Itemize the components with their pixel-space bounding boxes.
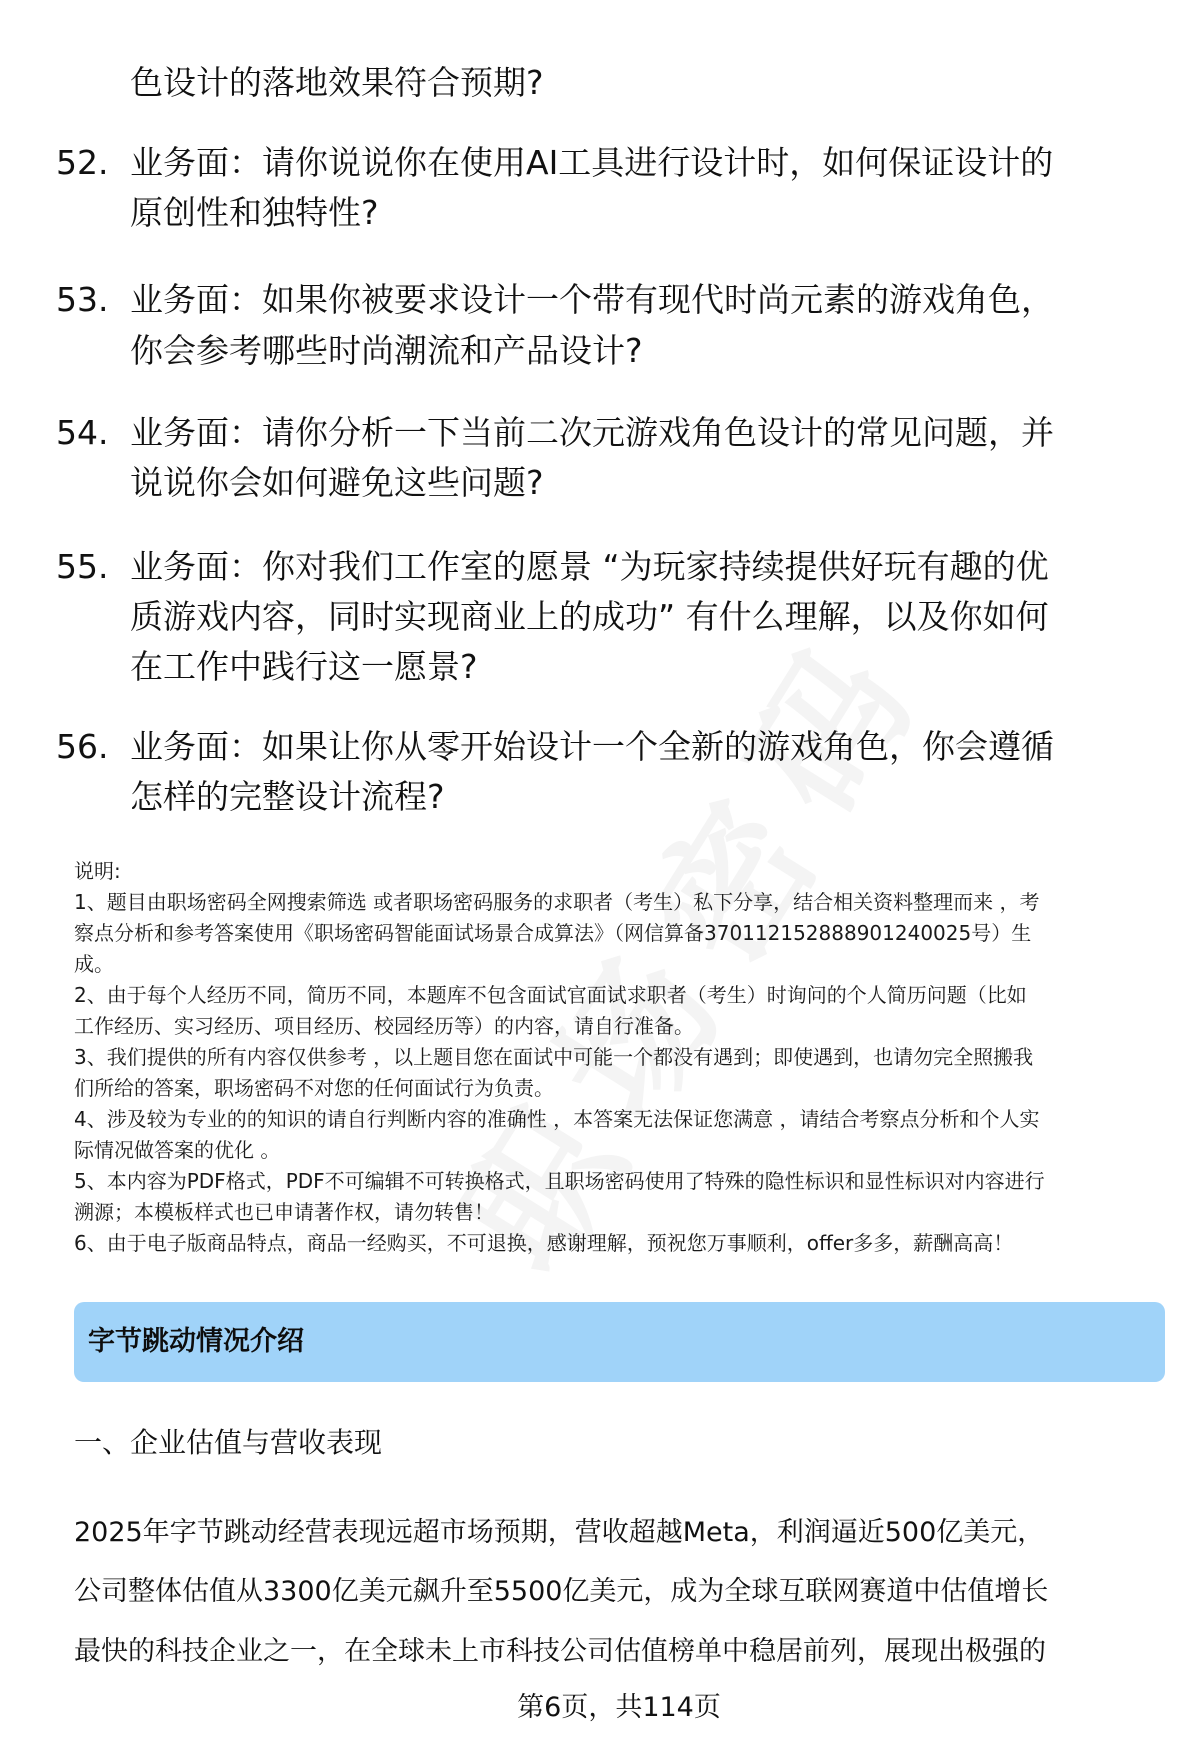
note-line: 1、题目由职场密码全网搜索筛选 或者职场密码服务的求职者（考生）私下分享，结合相关资料整理而来 ，考 [74, 890, 1040, 914]
notes-title: 说明: [74, 859, 121, 883]
section-subheading: 一、企业估值与营收表现 [74, 1426, 383, 1459]
question-52-line-2: 原创性和独特性? [130, 193, 379, 232]
question-54-line-2: 说说你会如何避免这些问题? [130, 463, 544, 502]
question-52-line-1: 业务面：请你说说你在使用AI工具进行设计时，如何保证设计的 [130, 143, 1054, 182]
note-line: 3、我们提供的所有内容仅供参考 ，以上题目您在面试中可能一个都没有遇到；即使遇到，也请勿完全照搬我 [74, 1045, 1034, 1069]
question-number-54: 54. [56, 413, 109, 452]
body-line: 2025年字节跳动经营表现远超市场预期，营收超越Meta，利润逼近500亿美元， [74, 1517, 1045, 1548]
question-56-line-2: 怎样的完整设计流程? [130, 777, 445, 816]
question-55-line-3: 在工作中践行这一愿景? [130, 647, 478, 686]
body-line: 最快的科技企业之一，在全球未上市科技公司估值榜单中稳居前列，展现出极强的 [74, 1636, 1046, 1667]
question-53-line-1: 业务面：如果你被要求设计一个带有现代时尚元素的游戏角色， [130, 280, 1054, 319]
note-line: 们所给的答案，职场密码不对您的任何面试行为负责。 [74, 1076, 554, 1100]
note-line: 工作经历、实习经历、项目经历、校园经历等）的内容，请自行准备。 [74, 1014, 694, 1038]
note-line: 溯源；本模板样式也已申请著作权，请勿转售！ [74, 1200, 494, 1224]
question-51-line-2: 色设计的落地效果符合预期? [130, 63, 544, 102]
note-line: 成。 [74, 952, 114, 976]
note-line: 察点分析和参考答案使用《职场密码智能面试场景合成算法》（网信算备37011215288890124​0025号）生 [74, 921, 1032, 945]
note-line: 2、由于每个人经历不同，简历不同，本题库不包含面试官面试求职者（考生）时询问的个人简历问题（比如 [74, 983, 1027, 1007]
body-line: 公司整体估值从3300亿美元飙升至5500亿美元，成为全球互联网赛道中估值增长 [74, 1576, 1049, 1607]
section-header-box [74, 1302, 1165, 1382]
question-53-line-2: 你会参考哪些时尚潮流和产品设计? [130, 331, 643, 370]
note-line: 际情况做答案的优化 。 [74, 1138, 281, 1162]
note-line: 5、本内容为PDF格式，PDF不可编辑不可转换格式，且职场密码使用了特殊的隐性标识和显性标识对内容进行 [74, 1169, 1045, 1193]
question-55-line-1: 业务面：你对我们工作室的愿景 “为玩家持续提供好玩有趣的优 [130, 547, 1049, 586]
question-56-line-1: 业务面：如果让你从零开始设计一个全新的游戏角色，你会遵循 [130, 727, 1054, 766]
note-line: 6、由于电子版商品特点，商品一经购买，不可退换，感谢理解，预祝您万事顺利，offer多多，薪酬高高！ [74, 1231, 1014, 1255]
note-line: 4、涉及较为专业的的知识的请自行判断内容的准确性 ，本答案无法保证您满意 ，请结合考察点分析和个人实 [74, 1107, 1040, 1131]
question-number-52: 52. [56, 143, 109, 182]
question-number-55: 55. [56, 547, 109, 586]
question-number-53: 53. [56, 280, 109, 319]
question-54-line-1: 业务面：请你分析一下当前二次元游戏角色设计的常见问题，并 [130, 413, 1054, 452]
question-number-56: 56. [56, 727, 109, 766]
section-title: 字节跳动情况介绍 [88, 1326, 304, 1357]
question-55-line-2: 质游戏内容，同时实现商业上的成功” 有什么理解，以及你如何 [130, 597, 1049, 636]
page-number-footer: 第6页，共114页 [517, 1692, 721, 1723]
